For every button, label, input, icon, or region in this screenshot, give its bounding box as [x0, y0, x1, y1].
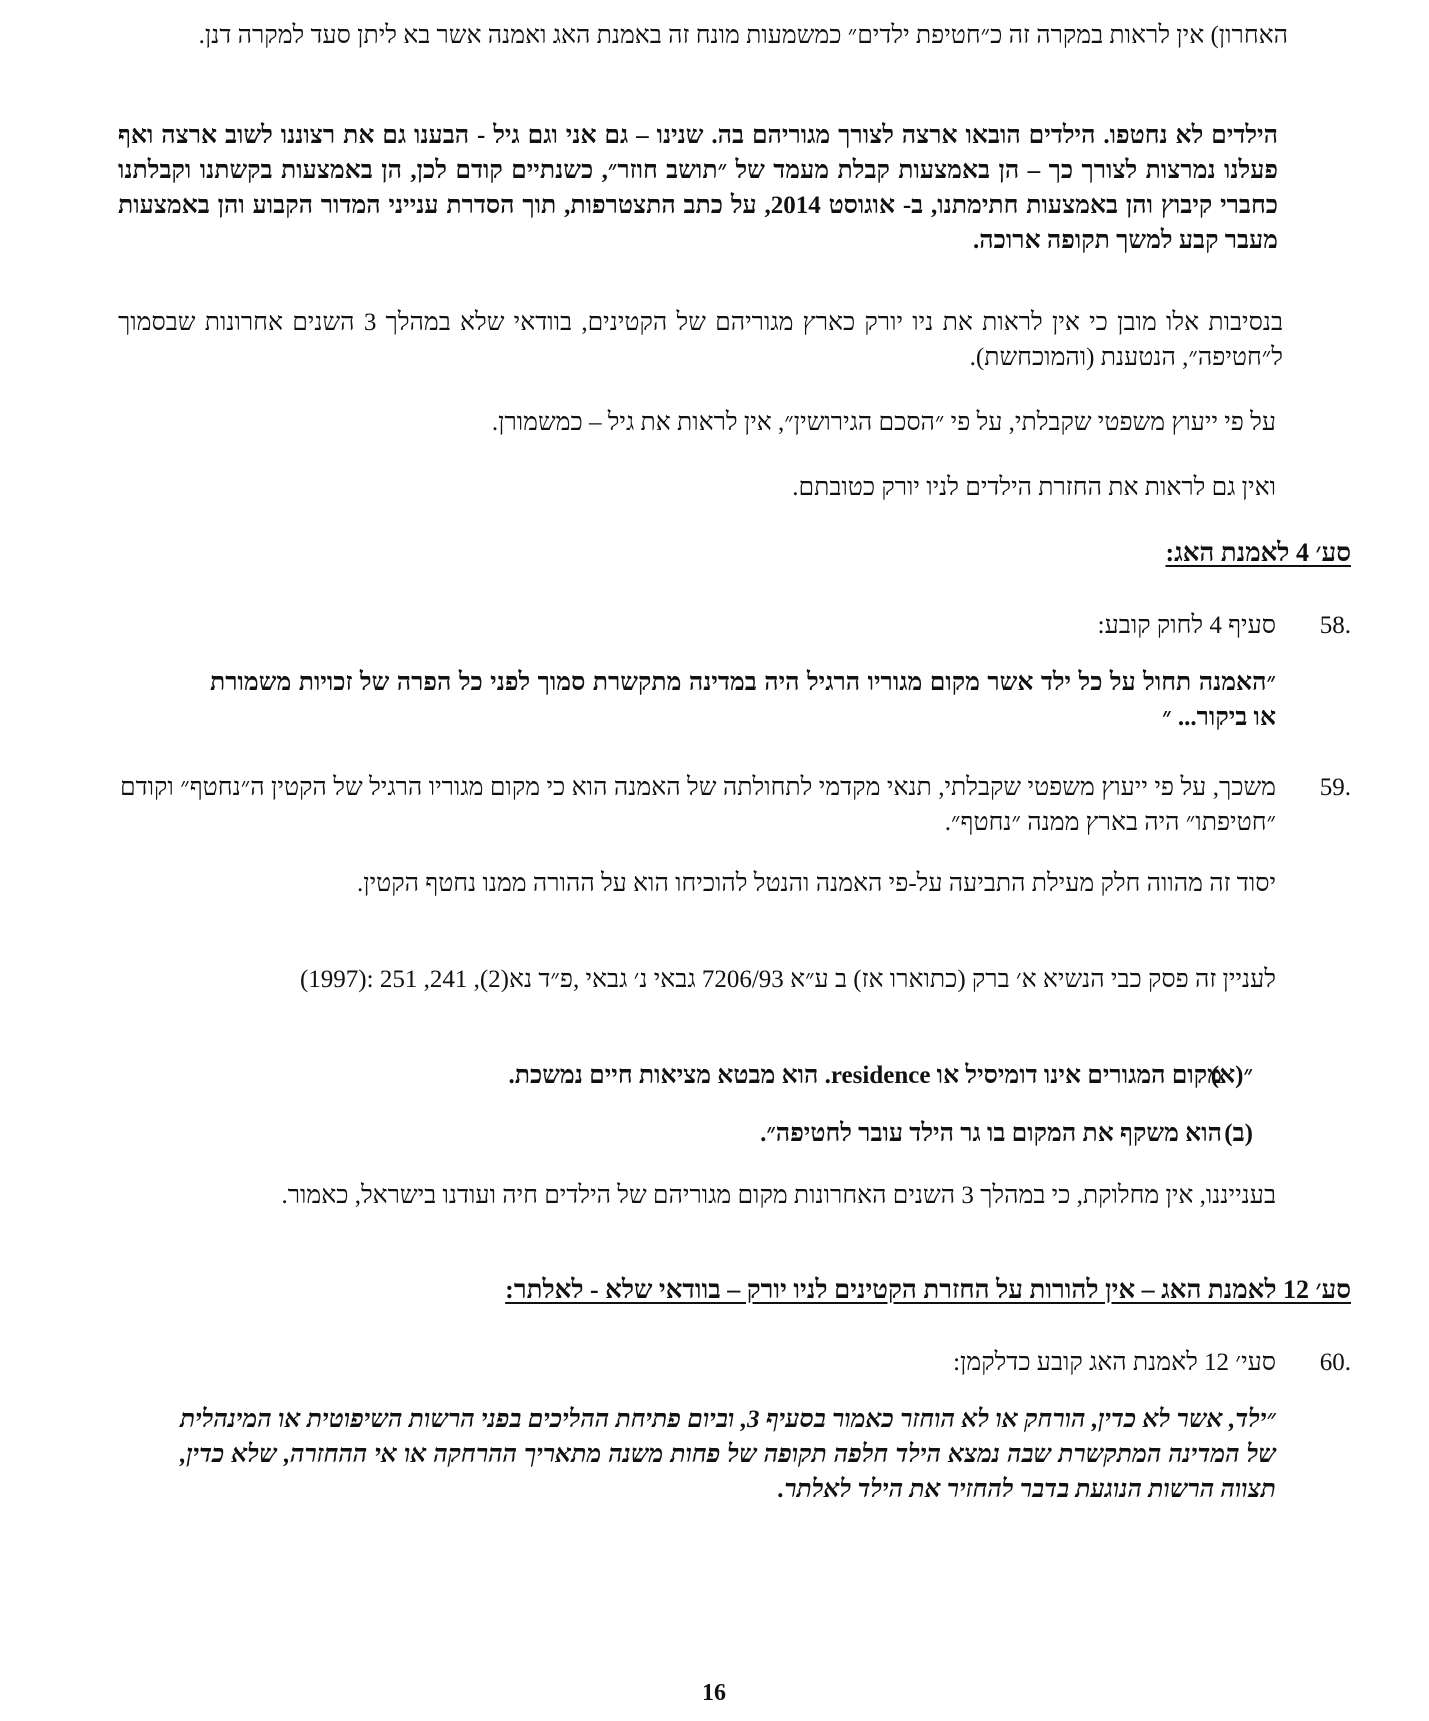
- quote-article-12: ״ילד, אשר לא כדין, הורחק או לא הוחזר כאמור בסעיף 3, וביום פתיחת ההליכים בפני הרשות השיפוטית או המינהלית של המדינה המתקשרת שבה נמצא הילד חלפה תקופה של פחות משנה מתאריך ההרחקה או אי ההחזרה, שלא כדין, תצווה הרשות הנוגעת בדבר להחזיר את הילד לאלתר.: [180, 1406, 1276, 1503]
- quote-article-4: ״האמנה תחול על כל ילד אשר מקום מגוריו הרגיל היה במדינה מתקשרת סמוך לפני כל הפרה של זכויות משמורת או ביקור... ״: [210, 669, 1276, 731]
- paragraph-number-59: .59: [1319, 774, 1351, 801]
- paragraph-children-not-abducted: הילדים לא נחטפו. הילדים הובאו ארצה לצורך מגוריהם בה. שנינו – גם אני וגם גיל - הבענו גם את רצוננו לשוב ארצה ואף פעלנו נמרצות לצורך כך – הן באמצעות קבלת מעמד של ״תושב חוזר״, כשנתיים קודם לכן, הן באמצעות בקשתנו וקבלתנו כחברי קיבוץ והן באמצעות חתימתנו, ב- אוגוסט 2014, על כתב התצטרפות, תוך הסדרת ענייני המדור הקבוע והן באמצעות מעבר קבע למשך תקופה ארוכה.: [118, 122, 1278, 254]
- paragraph-60: סעי׳ 12 לאמנת האג קובע כדלקמן:: [953, 1349, 1276, 1376]
- section-heading-article-4: סע׳ 4 לאמנת האג:: [1165, 538, 1351, 567]
- paragraph-legal-advice: על פי ייעוץ משפטי שקבלתי, על פי ״הסכם הגירושין״, אין לראות את גיל – כמשמורן.: [491, 409, 1276, 436]
- paragraph-59: משכך, על פי ייעוץ משפטי שקבלתי, תנאי מקדמי לתחולתה של האמנה הוא כי מקום מגוריו הרגיל של הקטין ה״נחטף״ וקודם ״חטיפתו״ היה בארץ ממנה ״נחטף״.: [120, 774, 1276, 836]
- paragraph-circumstances: בנסיבות אלו מובן כי אין לראות את ניו יורק כארץ מגוריהם של הקטינים, בוודאי שלא במהלך 3 השנים אחרונות שבסמוך ל״חטיפה״, הנטענת (והמוכחשת).: [118, 309, 1283, 371]
- section-heading-article-12: סע׳ 12 לאמנת האג – אין להורות על החזרת הקטינים לניו יורק – בוודאי שלא - לאלתר:: [505, 1275, 1351, 1304]
- paragraph-number-58: .58: [1319, 612, 1351, 639]
- quote-item-a: מקום המגורים אינו דומיסיל או residence. הוא מבטא מציאות חיים נמשכת.: [508, 1062, 1222, 1089]
- quote-item-a-label: ״(א): [1210, 1062, 1253, 1089]
- paragraph-58: סעיף 4 לחוק קובע:: [1097, 612, 1276, 639]
- paragraph-our-case: בענייננו, אין מחלוקת, כי במהלך 3 השנים האחרונות מקום מגוריהם של הילדים חיה ועודנו בישראל, כאמור.: [281, 1182, 1276, 1209]
- paragraph-number-60: .60: [1319, 1349, 1351, 1376]
- paragraph-59-precedent: לעניין זה פסק כבי הנשיא א׳ ברק (כתוארו אז) ב ע״א 7206/93 גבאי נ׳ גבאי ,פ״ד נא(2), 241, 251 :(1997): [299, 966, 1276, 993]
- paragraph-59-burden: יסוד זה מהווה חלק מעילת התביעה על-פי האמנה והנטל להוכיחו הוא על ההורה ממנו נחטף הקטין.: [356, 870, 1276, 897]
- paragraph-intro: האחרון) אין לראות במקרה זה כ״חטיפת ילדים״ כמשמעות מונח זה באמנת האג ואמנה אשר בא ליתן סעד למקרה דנן.: [198, 22, 1288, 49]
- page-number: 16: [702, 1680, 726, 1706]
- quote-item-b-label: (ב): [1224, 1120, 1253, 1147]
- paragraph-return-welfare: ואין גם לראות את החזרת הילדים לניו יורק כטובתם.: [792, 474, 1276, 501]
- quote-item-b: הוא משקף את המקום בו גר הילד עובר לחטיפה״.: [760, 1120, 1222, 1147]
